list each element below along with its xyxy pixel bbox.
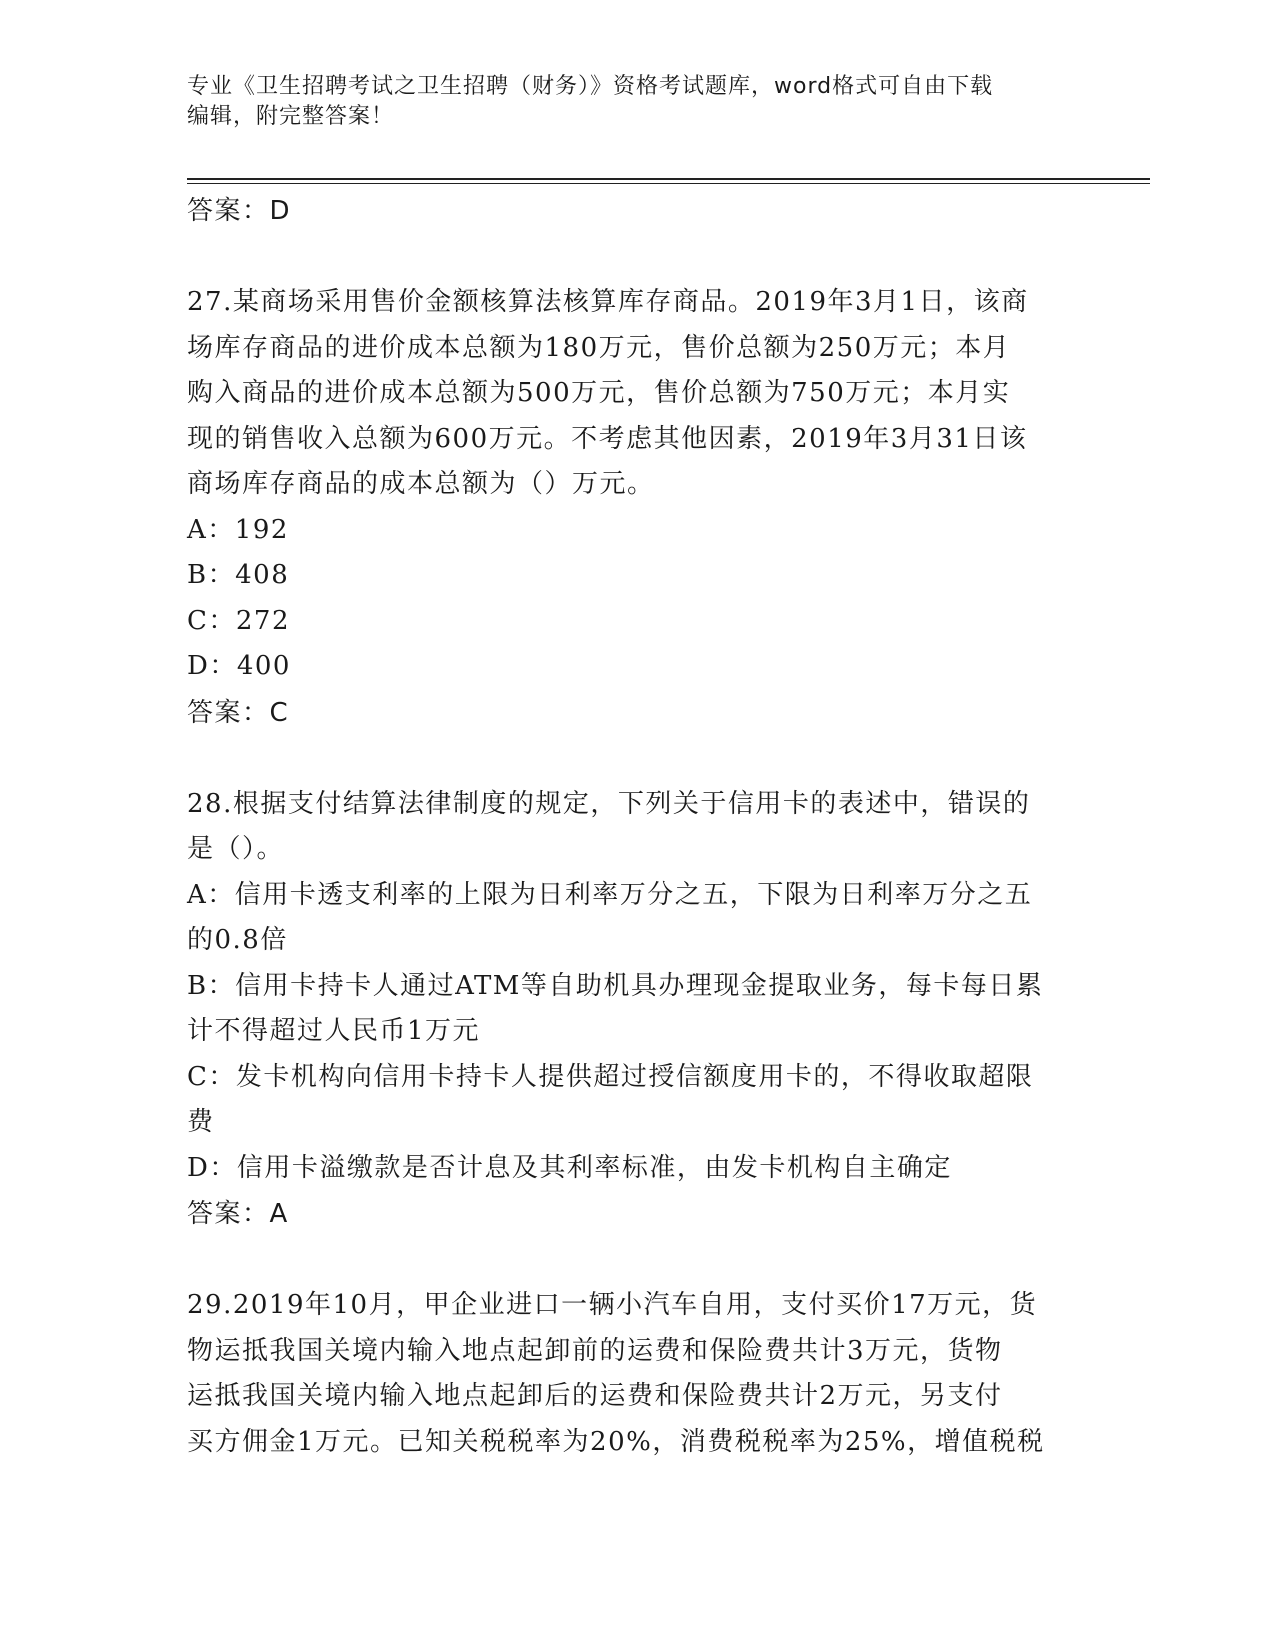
document-header: [187, 72, 1067, 132]
answer-line: 答案：A: [187, 1199, 289, 1229]
question-block: [187, 188, 1087, 280]
question-text-line: 27.某商场采用售价金额核算法核算库存商品。2019年3月1日，该商: [187, 287, 1029, 317]
option-line: 计不得超过人民币1万元: [187, 1016, 481, 1046]
question-text-line: 28.根据支付结算法律制度的规定，下列关于信用卡的表述中，错误的: [187, 788, 1031, 819]
header-line-1: 专业《卫生招聘考试之卫生招聘（财务）》资格考试题库，word格式可自由下载: [187, 74, 994, 99]
option-line: A：192: [187, 514, 289, 545]
option-line: 费: [187, 1107, 215, 1137]
block-spacer: [187, 234, 1087, 280]
option-line: D：400: [187, 651, 291, 681]
question-text-line: 物运抵我国关境内输入地点起卸前的运费和保险费共计3万元，货物: [187, 1335, 1003, 1366]
header-line-2: 编辑，附完整答案！: [187, 104, 395, 129]
answer-line: 答案：C: [187, 697, 290, 728]
question-text-line: 场库存商品的进价成本总额为180万元，售价总额为250万元；本月: [187, 332, 1011, 363]
question-list: [187, 188, 1087, 1465]
option-line: 的0.8倍: [187, 925, 288, 955]
option-line: B：信用卡持卡人通过ATM等自助机具办理现金提取业务，每卡每日累: [187, 970, 1044, 1001]
option-line: B：408: [187, 560, 290, 590]
option-line: C：发卡机构向信用卡持卡人提供超过授信额度用卡的，不得收取超限: [187, 1061, 1034, 1092]
option-line: D：信用卡溢缴款是否计息及其利率标准，由发卡机构自主确定: [187, 1152, 952, 1183]
question-text-line: 29.2019年10月，甲企业进口一辆小汽车自用，支付买价17万元，货: [187, 1290, 1038, 1320]
question-text-line: 现的销售收入总额为600万元。不考虑其他因素，2019年3月31日该: [187, 423, 1028, 454]
question-block: [187, 280, 1087, 782]
question-block: [187, 782, 1087, 1284]
question-text-line: 买方佣金1万元。已知关税税率为20%，消费税税率为25%，增值税税: [187, 1426, 1045, 1457]
block-spacer: [187, 736, 1087, 782]
question-text-line: 商场库存商品的成本总额为（）万元。: [187, 469, 655, 499]
block-spacer: [187, 1237, 1087, 1283]
option-line: C：272: [187, 605, 291, 636]
answer-line: 答案：D: [187, 196, 292, 226]
question-block: [187, 1283, 1087, 1465]
question-text-line: 运抵我国关境内输入地点起卸后的运费和保险费共计2万元，另支付: [187, 1381, 1003, 1411]
question-text-line: 是（）。: [187, 834, 285, 864]
option-line: A：信用卡透支利率的上限为日利率万分之五，下限为日利率万分之五: [187, 879, 1033, 910]
question-text-line: 购入商品的进价成本总额为500万元，售价总额为750万元；本月实: [187, 378, 1011, 408]
header-divider-thick: [187, 178, 1150, 180]
header-divider-thin: [187, 183, 1150, 184]
